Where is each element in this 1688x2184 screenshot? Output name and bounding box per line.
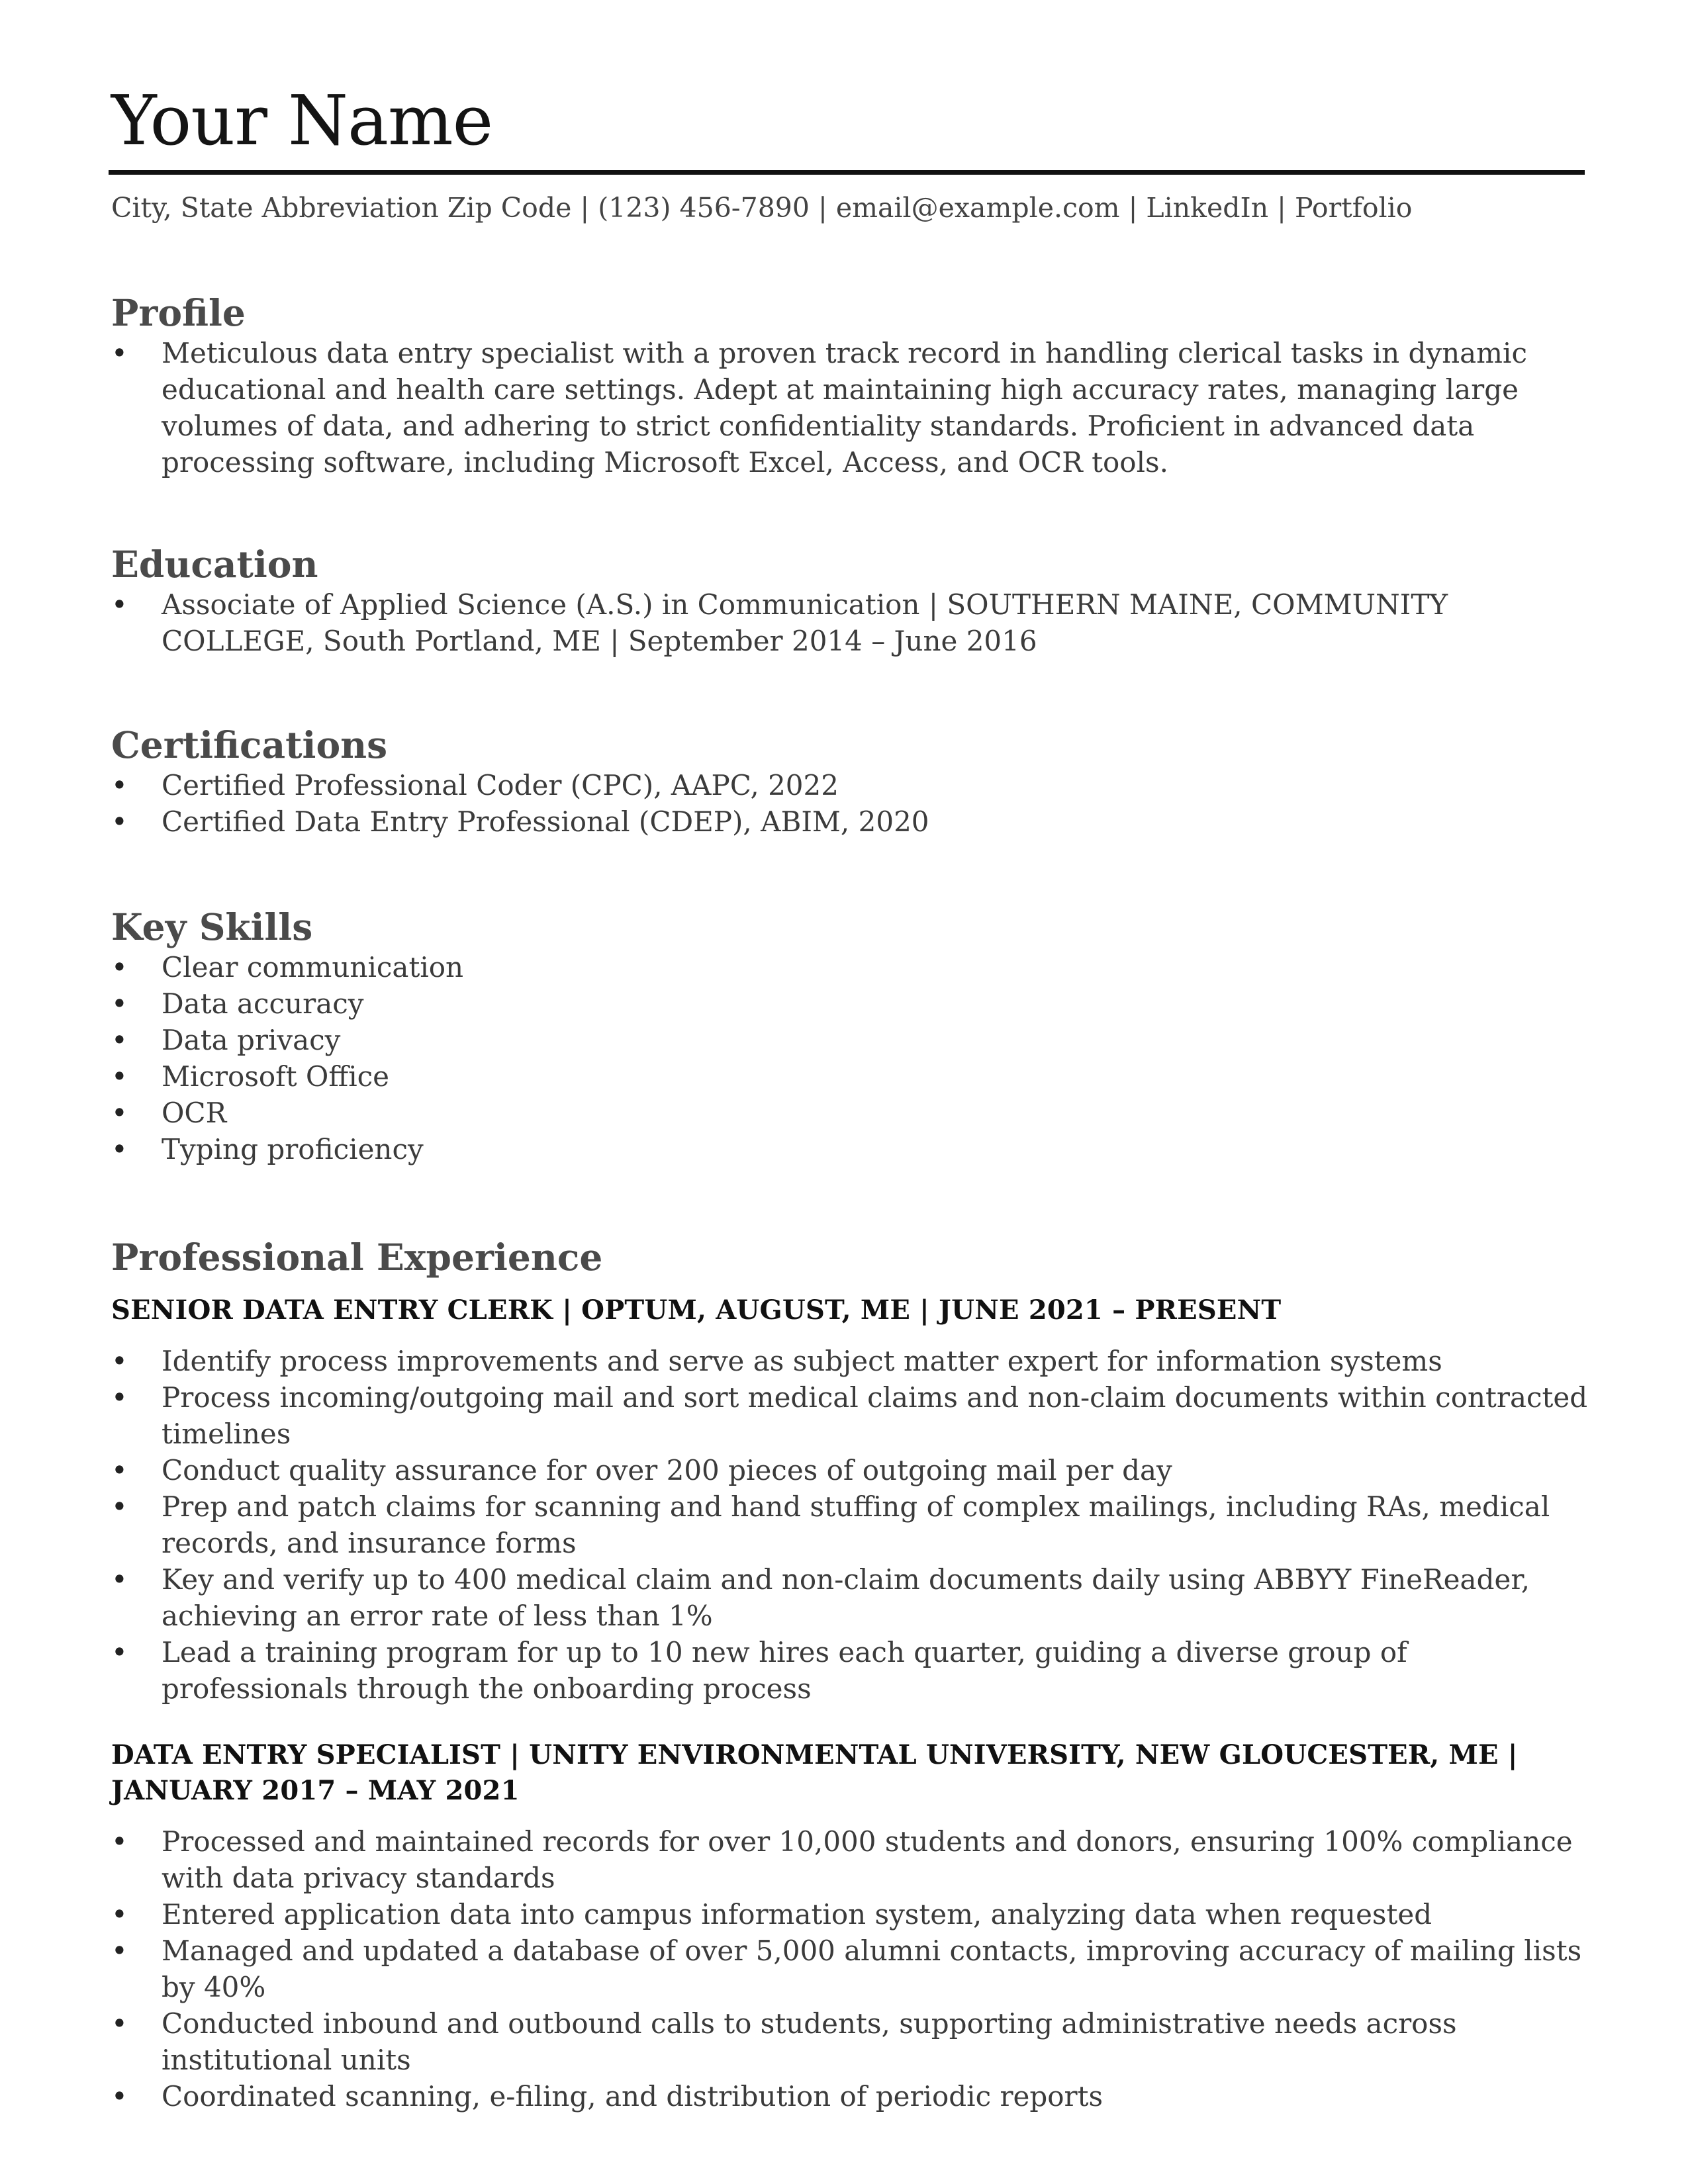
- skills-heading: Key Skills: [111, 905, 313, 948]
- job-duty: • Processed and maintained records for over 10,000 students and donors, ensuring 100% compliance with data privacy standards: [111, 1823, 1594, 1896]
- skill-item: • Clear communication: [111, 949, 1587, 985]
- profile-list: [111, 335, 1587, 480]
- certification-item: • Certified Professional Coder (CPC), AAPC, 2022: [111, 767, 1587, 803]
- education-item: • Associate of Applied Science (A.S.) in Communication | SOUTHERN MAINE, COMMUNITY COLLEGE, South Portland, ME | September 2014 – June 2016: [111, 586, 1587, 659]
- job-duties-list: [111, 1343, 1594, 1707]
- skill-item: • Typing proficiency: [111, 1131, 1587, 1167]
- education-list: [111, 586, 1587, 659]
- job-duty: • Conducted inbound and outbound calls to students, supporting administrative needs across institutional units: [111, 2005, 1594, 2078]
- profile-heading: Profile: [111, 291, 246, 334]
- skills-section: [111, 905, 1587, 1167]
- job-title: DATA ENTRY SPECIALIST | UNITY ENVIRONMENTAL UNIVERSITY, NEW GLOUCESTER, ME | JANUARY 2017 – MAY 2021: [111, 1739, 1518, 1806]
- certification-item: • Certified Data Entry Professional (CDEP), ABIM, 2020: [111, 803, 1587, 840]
- job-duties-list: [111, 1823, 1594, 2115]
- job-duty: • Identify process improvements and serve as subject matter expert for information systems: [111, 1343, 1594, 1379]
- experience-heading: Professional Experience: [111, 1236, 603, 1279]
- certifications-heading: Certifications: [111, 723, 388, 766]
- job-duty: • Process incoming/outgoing mail and sort medical claims and non-claim documents within contracted timelines: [111, 1379, 1594, 1452]
- education-section: [111, 543, 1587, 659]
- experience-section: [111, 1236, 1594, 2115]
- profile-item: • Meticulous data entry specialist with a proven track record in handling clerical tasks in dynamic educational and health care settings. Adept at maintaining high accuracy rates, managing large volumes of data, and adhering to strict confidentiality standards. Proficient in advanced data processing software, including Microsoft Excel, Access, and OCR tools.: [111, 335, 1587, 480]
- job-duty: • Managed and updated a database of over 5,000 alumni contacts, improving accuracy of mailing lists by 40%: [111, 1933, 1594, 2005]
- certifications-list: [111, 767, 1587, 840]
- skill-item: • Microsoft Office: [111, 1058, 1587, 1095]
- education-heading: Education: [111, 543, 318, 586]
- job-duty: • Lead a training program for up to 10 new hires each quarter, guiding a diverse group of professionals through the onboarding process: [111, 1634, 1594, 1707]
- candidate-name: Your Name: [111, 80, 493, 161]
- skill-item: • OCR: [111, 1095, 1587, 1131]
- job-title: SENIOR DATA ENTRY CLERK | OPTUM, AUGUST, ME | JUNE 2021 – PRESENT: [111, 1295, 1282, 1326]
- skills-list: [111, 949, 1587, 1167]
- job-duty: • Prep and patch claims for scanning and hand stuffing of complex mailings, including RAs, medical records, and insurance forms: [111, 1488, 1594, 1561]
- job-duty: • Entered application data into campus information system, analyzing data when requested: [111, 1896, 1594, 1933]
- job-duty: • Coordinated scanning, e-filing, and distribution of periodic reports: [111, 2078, 1594, 2115]
- header-divider: [109, 170, 1585, 175]
- job-duty: • Conduct quality assurance for over 200 pieces of outgoing mail per day: [111, 1452, 1594, 1488]
- contact-line: City, State Abbreviation Zip Code | (123) 456-7890 | email@example.com | LinkedIn | Portfolio: [111, 192, 1413, 224]
- skill-item: • Data accuracy: [111, 985, 1587, 1022]
- certifications-section: [111, 723, 1587, 840]
- skill-item: • Data privacy: [111, 1022, 1587, 1058]
- profile-section: [111, 291, 1587, 480]
- job-duty: • Key and verify up to 400 medical claim and non-claim documents daily using ABBYY FineReader, achieving an error rate of less than 1%: [111, 1561, 1594, 1634]
